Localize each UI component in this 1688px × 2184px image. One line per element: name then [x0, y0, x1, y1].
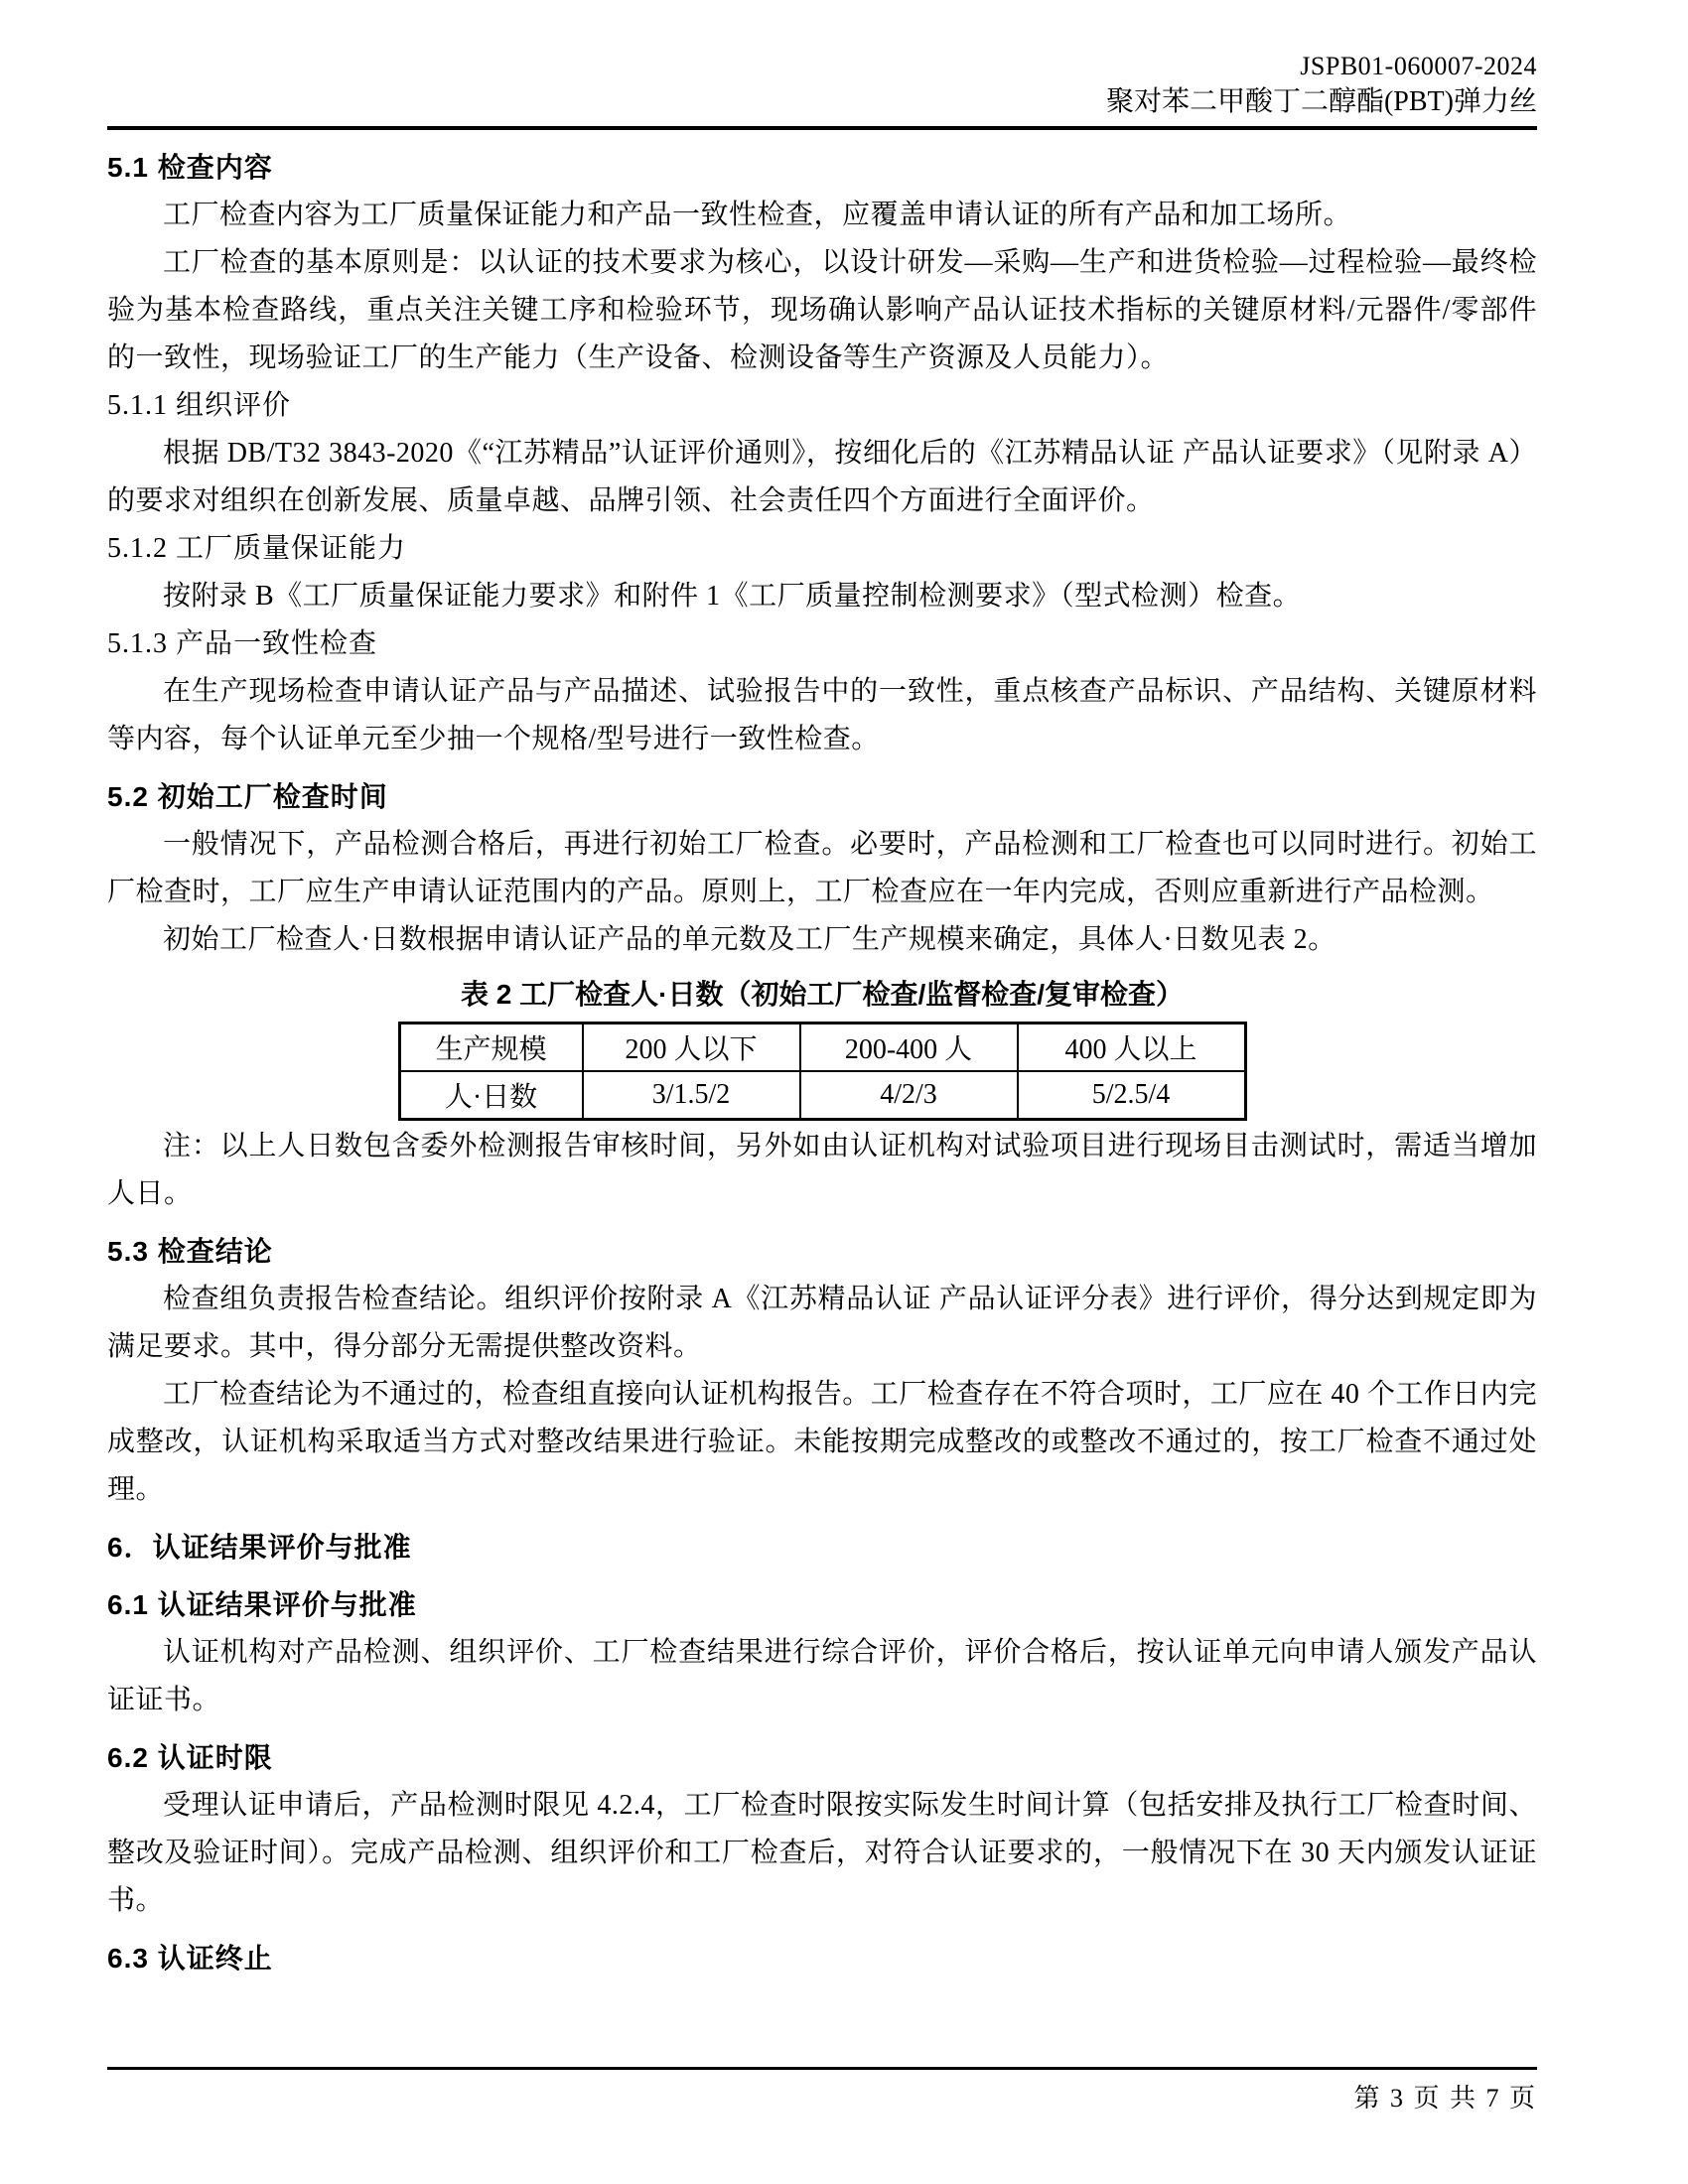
heading-6: 6．认证结果评价与批准 — [107, 1532, 412, 1563]
table-cell-mandays-over-400: 5/2.5/4 — [1018, 1071, 1246, 1120]
table-2-inspection-man-days — [398, 1022, 1247, 1121]
table-cell-scale-label: 生产规模 — [399, 1024, 583, 1072]
table-cell-under-200: 200 人以下 — [583, 1024, 800, 1072]
paragraph-5-3-a: 检查组负责报告检查结论。组织评价按附录 A《江苏精品认证 产品认证评分表》进行评价，得分达到规定即为满足要求。其中，得分部分无需提供整改资料。 — [107, 1284, 1537, 1362]
paragraph-5-1-1: 根据 DB/T32 3843-2020《“江苏精品”认证评价通则》，按细化后的《江苏精品认证 产品认证要求》（见附录 A）的要求对组织在创新发展、质量卓越、品牌引领、社会责任四个方面进行全面评价。 — [107, 438, 1537, 516]
heading-5-1-2: 5.1.2 工厂质量保证能力 — [107, 533, 407, 564]
paragraph-6-1: 认证机构对产品检测、组织评价、工厂检查结果进行综合评价，评价合格后，按认证单元向申请人颁发产品认证证书。 — [107, 1637, 1537, 1715]
table-cell-mandays-under-200: 3/1.5/2 — [583, 1071, 800, 1120]
heading-5-1: 5.1 检查内容 — [107, 152, 273, 183]
paragraph-5-2-b: 初始工厂检查人·日数根据申请认证产品的单元数及工厂生产规模来确定，具体人·日数见表 2。 — [163, 924, 1336, 955]
paragraph-6-2: 受理认证申请后，产品检测时限见 4.2.4，工厂检查时限按实际发生时间计算（包括安排及执行工厂检查时间、整改及验证时间）。完成产品检测、组织评价和工厂检查后，对符合认证要求的，一般情况下在 30 天内颁发认证证书。 — [107, 1790, 1537, 1916]
paragraph-5-1-3: 在生产现场检查申请认证产品与产品描述、试验报告中的一致性，重点核查产品标识、产品结构、关键原材料等内容，每个认证单元至少抽一个规格/型号进行一致性检查。 — [107, 676, 1537, 754]
page-number: 第 3 页 共 7 页 — [1353, 2084, 1537, 2113]
table-2-title: 表 2 工厂检查人·日数（初始工厂检查/监督检查/复审检查） — [460, 979, 1185, 1010]
document-product-title: 聚对苯二甲酸丁二醇酯(PBT)弹力丝 — [1105, 86, 1537, 117]
table-2-note: 注：以上人日数包含委外检测报告审核时间，另外如由认证机构对试验项目进行现场目击测试时，需适当增加人日。 — [107, 1131, 1537, 1209]
document-body — [107, 144, 1537, 1982]
document-header — [107, 50, 1537, 130]
table-cell-mandays-label: 人·日数 — [399, 1071, 583, 1120]
heading-5-3: 5.3 检查结论 — [107, 1236, 273, 1267]
heading-5-1-1: 5.1.1 组织评价 — [107, 390, 292, 421]
heading-6-1: 6.1 认证结果评价与批准 — [107, 1589, 417, 1620]
table-cell-200-400: 200-400 人 — [800, 1024, 1018, 1072]
document-content — [107, 50, 1537, 1982]
paragraph-5-3-b: 工厂检查结论为不通过的，检查组直接向认证机构报告。工厂检查存在不符合项时，工厂应在 40 个工作日内完成整改，认证机构采取适当方式对整改结果进行验证。未能按期完成整改的或整改不通过的，按工厂检查不通过处理。 — [107, 1379, 1537, 1505]
table-row-header — [399, 1024, 1245, 1072]
paragraph-5-1-a: 工厂检查内容为工厂质量保证能力和产品一致性检查，应覆盖申请认证的所有产品和加工场所。 — [163, 200, 1352, 230]
table-cell-mandays-200-400: 4/2/3 — [800, 1071, 1018, 1120]
heading-6-3: 6.3 认证终止 — [107, 1943, 273, 1974]
table-row-man-days — [399, 1071, 1245, 1120]
heading-6-2: 6.2 认证时限 — [107, 1742, 273, 1773]
document-footer — [107, 2067, 1537, 2115]
table-cell-over-400: 400 人以上 — [1018, 1024, 1246, 1072]
paragraph-5-1-2: 按附录 B《工厂质量保证能力要求》和附件 1《工厂质量控制检测要求》（型式检测）检查。 — [163, 581, 1302, 612]
document-code: JSPB01-060007-2024 — [1300, 52, 1537, 80]
paragraph-5-2-a: 一般情况下，产品检测合格后，再进行初始工厂检查。必要时，产品检测和工厂检查也可以同时进行。初始工厂检查时，工厂应生产申请认证范围内的产品。原则上，工厂检查应在一年内完成，否则应重新进行产品检测。 — [107, 829, 1537, 907]
heading-5-2: 5.2 初始工厂检查时间 — [107, 781, 388, 812]
heading-5-1-3: 5.1.3 产品一致性检查 — [107, 628, 378, 659]
paragraph-5-1-b: 工厂检查的基本原则是：以认证的技术要求为核心，以设计研发—采购—生产和进货检验—过程检验—最终检验为基本检查路线，重点关注关键工序和检验环节，现场确认影响产品认证技术指标的关键原材料/元器件/零部件的一致性，现场验证工厂的生产能力（生产设备、检测设备等生产资源及人员能力）。 — [107, 247, 1537, 373]
